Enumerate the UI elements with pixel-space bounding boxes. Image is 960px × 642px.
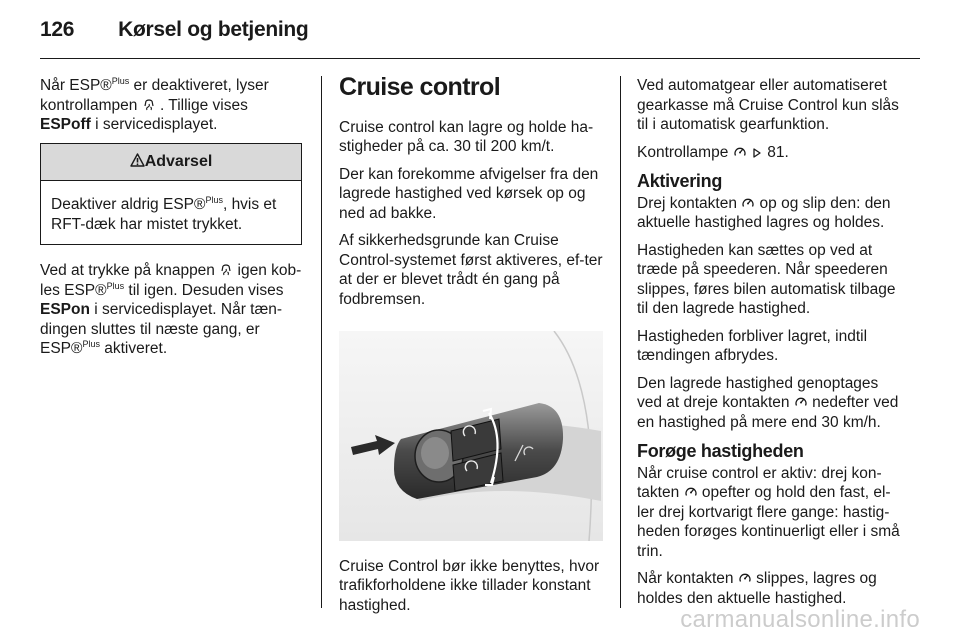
accelerator-paragraph: Hastigheden kan sættes op ved at træde på speederen. Når speederen slippes, føres bilen automatisk tilbage til den lagrede hastighed. (637, 241, 896, 317)
cruise-control-stalk-illustration (339, 331, 603, 541)
warning-header (41, 144, 301, 182)
release-paragraph: Når kontakten slippes, lagres og holdes den aktuelle hastighed. (637, 570, 877, 607)
cruise-resume-icon (794, 395, 808, 409)
esp-warning-icon (142, 98, 156, 112)
deviation-paragraph: Der kan forekomme afvigelser fra den lagrede hastighed ved kørsek op og ned ad bakke. (339, 165, 599, 222)
cruise-control-icon (684, 485, 698, 499)
stored-speed-paragraph: Hastigheden forbliver lagret, indtil tændingen afbrydes. (637, 327, 868, 364)
cruise-control-heading: Cruise control (339, 73, 501, 101)
column-1 (40, 76, 302, 367)
esp-button-icon (219, 263, 233, 277)
column-3 (637, 76, 907, 616)
column-divider-2 (620, 76, 621, 608)
increase-speed-heading: Forøge hastigheden (637, 441, 804, 461)
activation-paragraph: Drej kontakten op og slip den: den aktuelle hastighed lagres og holdes. (637, 194, 891, 231)
warning-body: Deaktiver aldrig ESP®$^{Plus}$, hvis et RFT-dæk har mistet trykket. (51, 195, 277, 233)
resume-paragraph: Den lagrede hastighed genoptages ved at dreje kontakten nedefter ved en hastighed på mere end 30 km/h. (637, 374, 899, 431)
page-header (40, 18, 308, 42)
column-2 (339, 73, 605, 623)
cruise-control-icon (741, 196, 755, 210)
section-title: Kørsel og betjening (118, 18, 309, 41)
page-number: 126 (40, 18, 75, 41)
warning-triangle-icon (130, 153, 145, 167)
esp-off-paragraph: Når ESP®$^{Plus}$ er deaktiveret, lyser kontrollampen . Tillige vises ESPoff i servicedisplayet. (40, 76, 269, 133)
safety-paragraph: Af sikkerhedsgrunde kan Cruise Control-systemet først aktiveres, ef-ter at der er blevet trådt én gang på fodbremsen. (339, 232, 603, 308)
watermark: carmanualsonline.info (680, 606, 920, 633)
header-rule (40, 58, 920, 59)
automatic-gear-paragraph: Ved automatgear eller automatiseret gearkasse må Cruise Control kun slås til i automatisk gearfunktion. (637, 77, 899, 133)
esp-on-paragraph: Ved at trykke på knappen igen kob-les ESP®$^{Plus}$ til igen. Desuden vises ESPon i servicedisplayet. Når tæn-dingen sluttes til næste gang, er ESP®$^{Plus}$ aktiveret. (40, 262, 302, 357)
increase-speed-paragraph: Når cruise control er aktiv: drej kon-takten opefter og hold den fast, el-ler drej kortvarigt flere gange: hastig-heden forøges kontinuerligt eller i små trin. (637, 464, 900, 560)
page-reference-icon (751, 147, 763, 159)
column-divider-1 (321, 76, 322, 608)
warning-box (40, 143, 302, 246)
indicator-paragraph: Kontrollampe 81. (637, 143, 789, 161)
cruise-control-icon (733, 145, 747, 159)
warning-title: Advarsel (144, 152, 213, 170)
traffic-paragraph: Cruise Control bør ikke benyttes, hvor trafikforholdene ikke tillader konstant hastighed. (339, 557, 600, 614)
cruise-intro-paragraph: Cruise control kan lagre og holde ha-stigheder på ca. 30 til 200 km/t. (339, 118, 594, 155)
activation-heading: Aktivering (637, 171, 723, 191)
cruise-control-icon (738, 571, 752, 585)
